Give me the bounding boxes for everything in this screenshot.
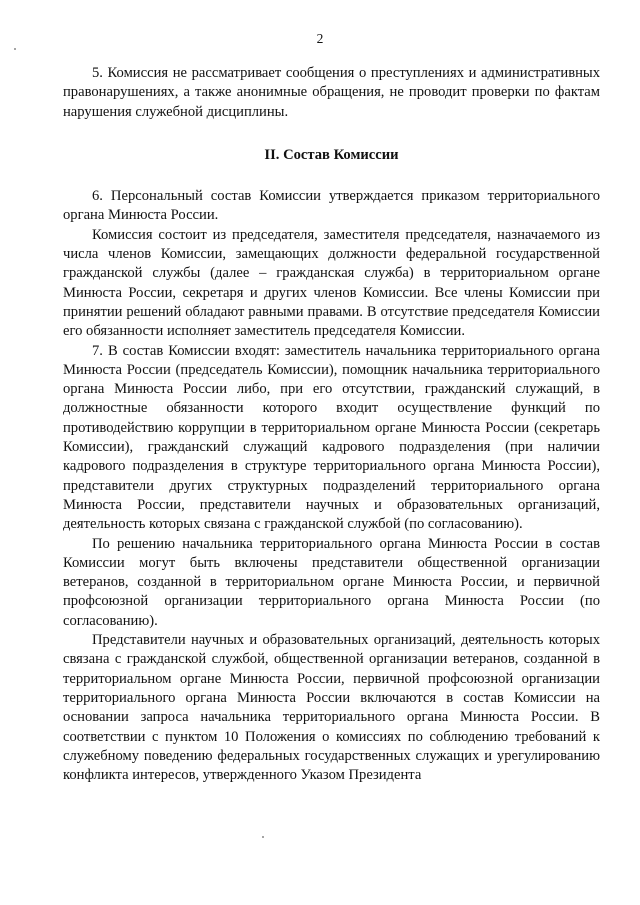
paragraph-7: 7. В состав Комиссии входят: заместитель начальника территориального органа Минюста России (председатель Комиссии), помощник начальника территориального органа Минюста России либо, при его отсутствии, гражданский служащий, в должностные обязанности которого входит осуществление функций по противодействию коррупции в территориальном органе Минюста России (секретарь Комиссии), гражданский служащий кадрового подразделения (при наличии кадрового подразделения в структуре территориального органа Минюста России), представители других структурных подразделений территориального органа Минюста России, представители научных и образовательных организаций, деятельность которых связана с гражданской службой (по согласованию). — [63, 342, 600, 533]
page-number: 2 — [316, 31, 324, 46]
section-heading: II. Состав Комиссии — [264, 146, 399, 163]
scan-speck — [14, 48, 16, 50]
paragraph-representatives: Представители научных и образовательных организаций, деятельность которых связана с гражданской службой, общественной организации ветеранов, созданной в территориальном органе Минюста России, первичной профсоюзной организации территориального органа Минюста России включаются в состав Комиссии на основании запроса начальника территориального органа Минюста России. В соответствии с пунктом 10 Положения о комиссиях по соблюдению требований к служебному поведению федеральных государственных служащих и урегулированию конфликта интересов, утвержденного Указом Президента — [63, 632, 600, 784]
paragraph-6: 6. Персональный состав Комиссии утверждается приказом территориального органа Минюста России. — [63, 188, 600, 224]
paragraph-5: 5. Комиссия не рассматривает сообщения о преступлениях и административных правонарушениях, а также анонимные обращения, не проводит проверки по фактам нарушения служебной дисциплины. — [63, 65, 600, 120]
document-body — [63, 64, 600, 785]
paragraph-head-decision: По решению начальника территориального органа Минюста России в состав Комиссии могут быть включены представители общественной организации ветеранов, созданной в территориальном органе Минюста России, и первичной профсоюзной организации территориального органа Минюста России (по согласованию). — [63, 535, 600, 629]
paragraph-commission-composition: Комиссия состоит из председателя, заместителя председателя, назначаемого из числа членов Комиссии, замещающих должности федеральной государственной гражданской службы (далее – гражданская служба) в территориальном органе Минюста России, секретаря и других членов Комиссии. Все члены Комиссии при принятии решений обладают равными правами. В отсутствие председателя Комиссии его обязанности исполняет заместитель председателя Комиссии. — [63, 226, 600, 340]
scan-speck — [262, 836, 264, 838]
